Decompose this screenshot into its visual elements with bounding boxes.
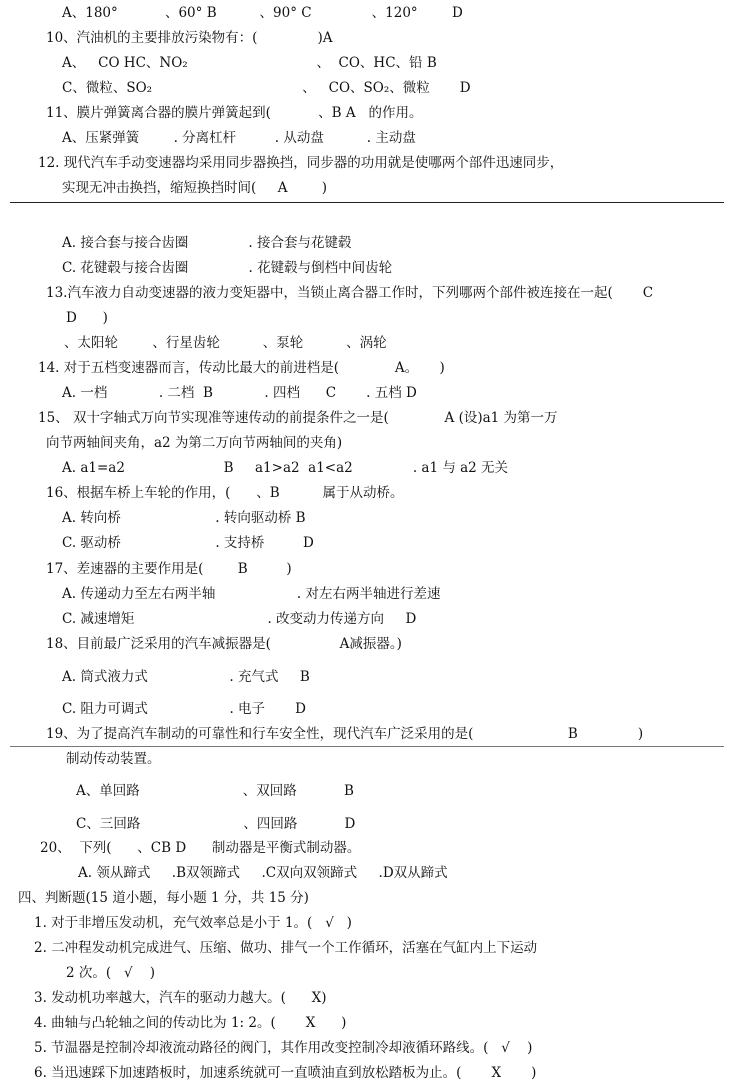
q19-stem-line1: 19、为了提高汽车制动的可靠性和行车安全性，现代汽车广泛采用的是( B ) <box>46 726 644 742</box>
q19-options-cd: C、三回路 、四回路 D <box>76 816 356 832</box>
q19-stem-line2: 制动传动装置。 <box>66 751 161 767</box>
q16-options-ab: A. 转向桥 . 转向驱动桥 B <box>62 510 306 526</box>
q12-stem-line2: 实现无冲击换挡，缩短换挡时间( A ) <box>62 180 328 196</box>
q14-stem: 14. 对于五档变速器而言，传动比最大的前进档是( A。 ) <box>38 360 445 376</box>
q12-stem-line1: 12. 现代汽车手动变速器均采用同步器换挡，同步器的功用就是使哪两个部件迅速同步， <box>38 155 564 171</box>
q9-options: A、180° 、60° B 、90° C 、120° D <box>62 5 463 21</box>
q17-options-cd: C. 减速增矩 . 改变动力传递方向 D <box>62 611 417 627</box>
q18-stem: 18、目前最广泛采用的汽车减振器是( A减振器。) <box>46 636 402 652</box>
q20-options: A. 领从蹄式 .B双领蹄式 .C双向双领蹄式 .D双从蹄式 <box>78 865 448 881</box>
q12-options-cd: C. 花键毂与接合齿圈 . 花键毂与倒档中间齿轮 <box>62 260 393 276</box>
q15-stem-line1: 15、 双十字轴式万向节实现准等速传动的前提条件之一是( A (设)a1 为第一万 <box>38 410 558 426</box>
q12-options-ab: A. 接合套与接合齿圈 . 接合套与花键毂 <box>62 235 352 251</box>
q10-options-ab: A、 CO HC、NO₂ 、 CO、HC、铅 B <box>62 55 437 71</box>
q19-options-ab: A、单回路 、双回路 B <box>76 783 354 799</box>
q17-options-ab: A. 传递动力至左右两半轴 . 对左右两半轴进行差速 <box>62 586 441 602</box>
q10-options-cd: C、微粒、SO₂ 、 CO、SO₂、微粒 D <box>62 80 471 96</box>
q16-options-cd: C. 驱动桥 . 支持桥 D <box>62 535 314 551</box>
q13-stem-line2: D ) <box>66 310 108 326</box>
q14-options: A. 一档 . 二档 B . 四档 C . 五档 D <box>62 385 417 401</box>
q20-stem: 20、 下列( 、CB D 制动器是平衡式制动器。 <box>40 840 361 856</box>
page-break-rule <box>10 202 724 203</box>
q11-options: A、压紧弹簧 . 分离杠杆 . 从动盘 . 主动盘 <box>62 130 416 146</box>
page-break-rule-2 <box>10 746 724 747</box>
tf-item-5: 5. 节温器是控制冷却液流动路径的阀门，其作用改变控制冷却液循环路线。( √ ) <box>34 1040 533 1056</box>
tf-item-3: 3. 发动机功率越大，汽车的驱动力越大。( X) <box>34 990 327 1006</box>
tf-item-2-line2: 2 次。( √ ) <box>66 965 156 981</box>
q18-options-cd: C. 阻力可调式 . 电子 D <box>62 701 306 717</box>
q13-stem-line1: 13.汽车液力自动变速器的液力变矩器中，当锁止离合器工作时，下列哪两个部件被连接在一起( C <box>46 285 654 301</box>
tf-item-4: 4. 曲轴与凸轮轴之间的传动比为 1: 2。( X ) <box>34 1015 347 1031</box>
q15-stem-line2: 向节两轴间夹角，a2 为第二万向节两轴间的夹角) <box>46 435 343 451</box>
tf-item-6: 6. 当迅速踩下加速踏板时，加速系统就可一直喷油直到放松踏板为止。( X ) <box>34 1065 537 1081</box>
q13-options: 、太阳轮 、行星齿轮 、泵轮 、涡轮 <box>64 335 387 351</box>
q10-stem: 10、汽油机的主要排放污染物有：( )A <box>46 30 333 46</box>
tf-item-1: 1. 对于非增压发动机，充气效率总是小于 1。( √ ) <box>34 915 352 931</box>
q16-stem: 16、根据车桥上车轮的作用，( 、B 属于从动桥。 <box>46 485 404 501</box>
q17-stem: 17、差速器的主要作用是( B ) <box>46 561 292 577</box>
q18-options-ab: A. 筒式液力式 . 充气式 B <box>62 669 310 685</box>
q15-options: A. a1=a2 B a1>a2 a1<a2 . a1 与 a2 无关 <box>62 460 509 476</box>
q11-stem: 11、膜片弹簧离合器的膜片弹簧起到( 、B A 的作用。 <box>46 105 423 121</box>
section4-heading: 四、判断题(15 道小题，每小题 1 分，共 15 分) <box>18 890 309 906</box>
tf-item-2-line1: 2. 二冲程发动机完成进气、压缩、做功、排气一个工作循环，活塞在气缸内上下运动 <box>34 940 538 956</box>
